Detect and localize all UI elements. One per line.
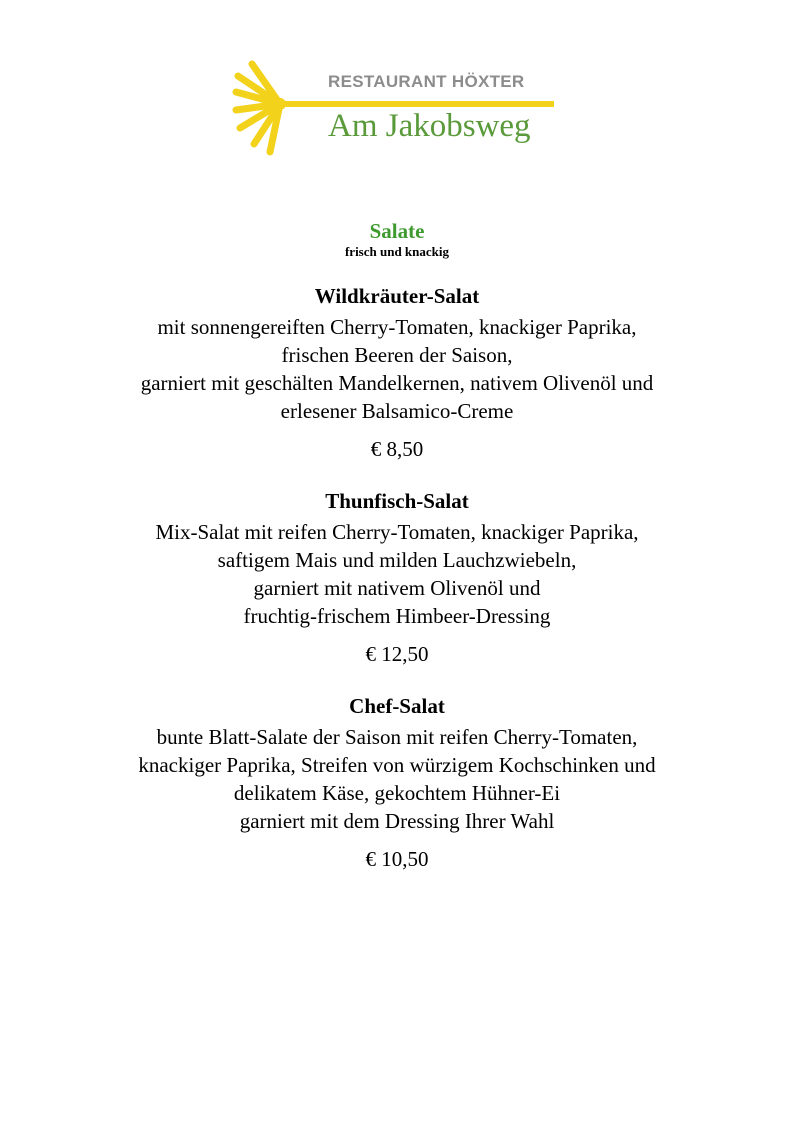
description-line: knackiger Paprika, Streifen von würzigem Kochschinken und [138, 753, 656, 777]
menu-item-thunfisch-salat [0, 487, 794, 668]
description-line: garniert mit dem Dressing Ihrer Wahl [239, 809, 555, 833]
description-line: fruchtig-frischem Himbeer-Dressing [243, 604, 551, 628]
description-line: mit sonnengereiften Cherry-Tomaten, knackiger Paprika, [157, 315, 637, 339]
section-subtitle: frisch und knackig [344, 244, 450, 259]
menu-item-wildkraeuter-salat [0, 282, 794, 463]
section-title: Salate [369, 219, 425, 243]
item-price: € 8,50 [370, 437, 424, 461]
item-description [0, 518, 794, 630]
item-name: Chef-Salat [349, 694, 445, 718]
restaurant-logo [232, 58, 562, 158]
item-price: € 10,50 [365, 847, 429, 871]
item-name: Wildkräuter-Salat [314, 284, 480, 308]
description-line: erlesener Balsamico-Creme [280, 399, 514, 423]
description-line: garniert mit nativem Olivenöl und [253, 576, 541, 600]
description-line: saftigem Mais und milden Lauchzwiebeln, [217, 548, 577, 572]
item-description [0, 723, 794, 835]
description-line: garniert mit geschälten Mandelkernen, nativem Olivenöl und [140, 371, 654, 395]
description-line: delikatem Käse, gekochtem Hühner-Ei [233, 781, 561, 805]
item-description [0, 313, 794, 425]
menu-content [0, 218, 794, 897]
item-price: € 12,50 [365, 642, 429, 666]
description-line: bunte Blatt-Salate der Saison mit reifen Cherry-Tomaten, [156, 725, 638, 749]
item-name: Thunfisch-Salat [325, 489, 469, 513]
description-line: frischen Beeren der Saison, [281, 343, 513, 367]
logo-top-line: RESTAURANT HÖXTER [328, 72, 525, 91]
menu-item-chef-salat [0, 692, 794, 873]
description-line: Mix-Salat mit reifen Cherry-Tomaten, knackiger Paprika, [155, 520, 639, 544]
logo-bottom-line: Am Jakobsweg [328, 108, 531, 144]
